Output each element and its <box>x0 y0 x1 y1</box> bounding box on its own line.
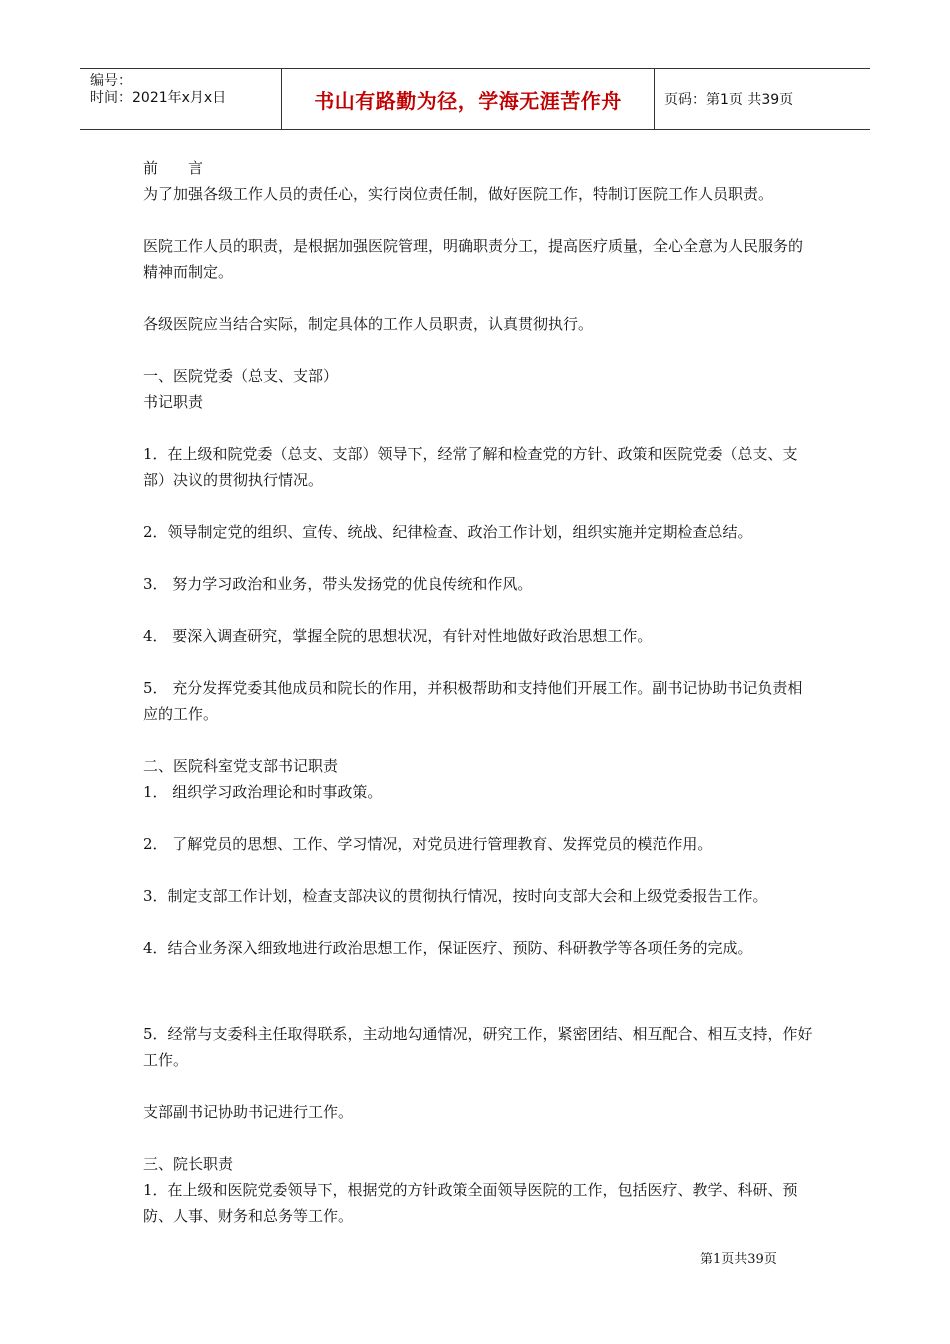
section-title: 三、院长职责 <box>143 1155 234 1173</box>
header-page-number: 页码：第1页 共39页 <box>664 92 794 108</box>
list-item: 4．结合业务深入细致地进行政治思想工作，保证医疗、预防、科研教学等各项任务的完成。 <box>143 939 753 957</box>
section-subtitle: 书记职责 <box>143 393 204 411</box>
document-number-label: 编号： <box>90 73 132 89</box>
page-header <box>80 68 870 130</box>
list-item: 3．制定支部工作计划，检查支部决议的贯彻执行情况，按时向支部大会和上级党委报告工作。 <box>143 887 768 905</box>
list-item: 1．在上级和院党委（总支、支部）领导下，经常了解和检查党的方针、政策和医院党委（总支、支部）决议的贯彻执行情况。 <box>143 445 798 489</box>
list-item: 3． 努力学习政治和业务，带头发扬党的优良传统和作风。 <box>143 575 533 593</box>
list-item: 1．在上级和医院党委领导下，根据党的方针政策全面领导医院的工作，包括医疗、教学、科研、预防、人事、财务和总务等工作。 <box>143 1181 798 1225</box>
footer-page-number: 第1页共39页 <box>700 1252 777 1267</box>
paragraph: 各级医院应当结合实际，制定具体的工作人员职责，认真贯彻执行。 <box>143 315 594 333</box>
section-note: 支部副书记协助书记进行工作。 <box>143 1103 354 1121</box>
header-meta <box>90 73 280 107</box>
paragraph: 为了加强各级工作人员的责任心，实行岗位责任制，做好医院工作，特制订医院工作人员职责。 <box>143 185 774 203</box>
list-item: 5． 充分发挥党委其他成员和院长的作用，并积极帮助和支持他们开展工作。副书记协助书记负责相应的工作。 <box>143 679 803 723</box>
preface-title: 前 言 <box>143 159 204 177</box>
document-body <box>143 155 815 1229</box>
list-item: 5．经常与支委科主任取得联系，主动地勾通情况，研究工作，紧密团结、相互配合、相互支持，作好工作。 <box>143 1025 813 1069</box>
section-title: 一、医院党委（总支、支部） <box>143 367 339 385</box>
list-item: 4． 要深入调查研究，掌握全院的思想状况，有针对性地做好政治思想工作。 <box>143 627 653 645</box>
paragraph: 医院工作人员的职责，是根据加强医院管理，明确职责分工，提高医疗质量，全心全意为人民服务的精神而制定。 <box>143 237 804 281</box>
list-item: 2．领导制定党的组织、宣传、统战、纪律检查、政治工作计划，组织实施并定期检查总结。 <box>143 523 753 541</box>
document-time-label: 时间：2021年x月x日 <box>90 90 227 106</box>
header-divider-right <box>654 69 655 129</box>
list-item: 1． 组织学习政治理论和时事政策。 <box>143 783 383 801</box>
list-item: 2． 了解党员的思想、工作、学习情况，对党员进行管理教育、发挥党员的模范作用。 <box>143 835 713 853</box>
section-title: 二、医院科室党支部书记职责 <box>143 757 339 775</box>
header-motto: 书山有路勤为径，学海无涯苦作舟 <box>314 88 622 113</box>
